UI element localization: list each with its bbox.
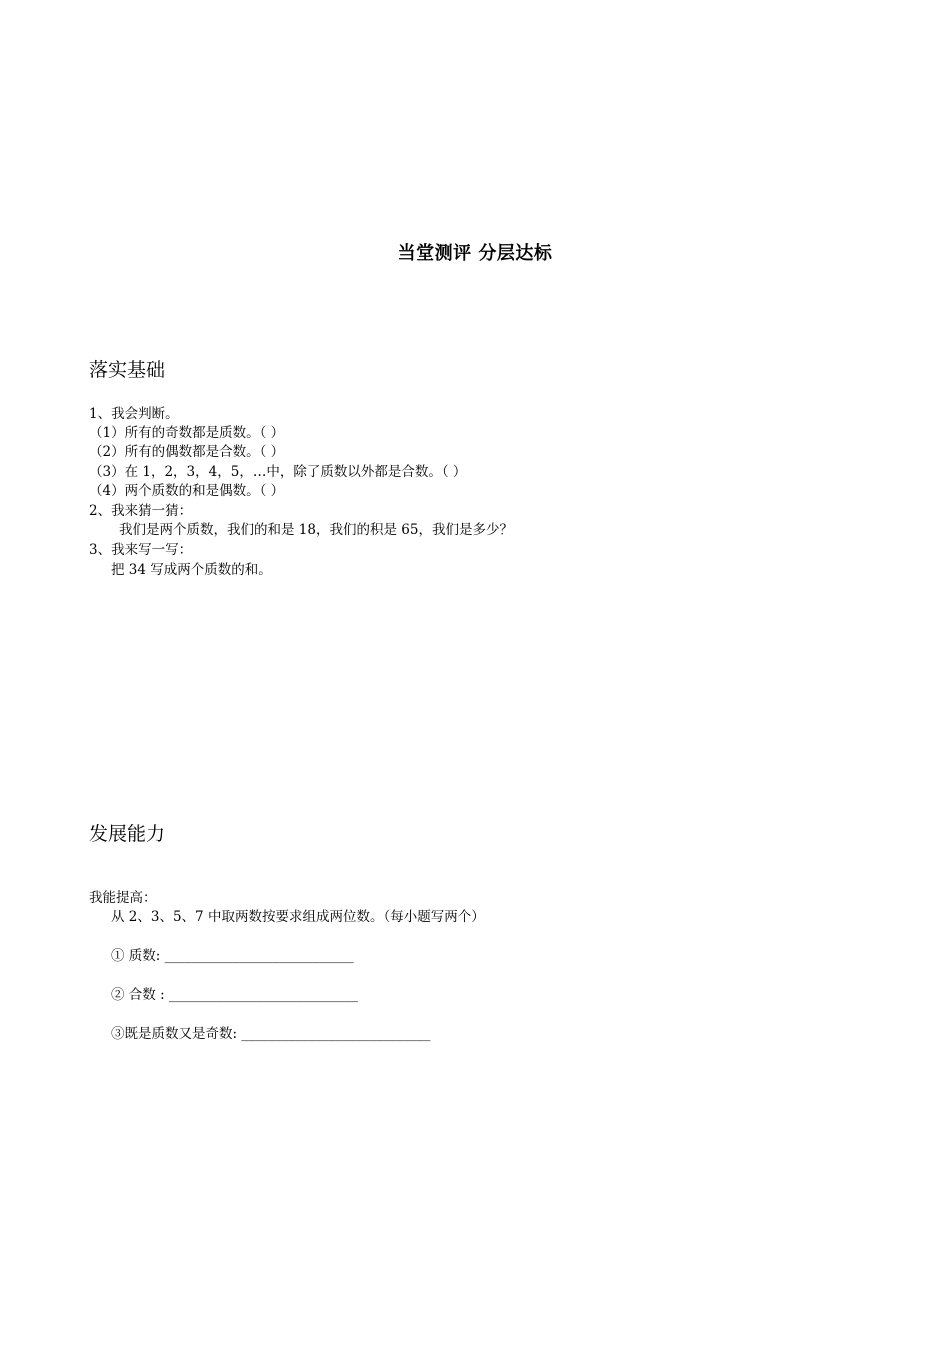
- section-2-intro: 我能提高：: [89, 890, 157, 906]
- question-1-item: （1）所有的奇数都是质数。（ ）: [89, 425, 285, 441]
- section-heading-basics: 落实基础: [89, 359, 166, 381]
- question-3-heading: 3、我来写一写：: [89, 542, 193, 558]
- section-heading-ability: 发展能力: [89, 823, 166, 845]
- question-1-item: （4）两个质数的和是偶数。（ ）: [89, 483, 285, 499]
- question-2-text: 我们是两个质数，我们的和是 18，我们的积是 65，我们是多少？: [119, 522, 513, 538]
- question-1-item: （3）在 1，2，3，4，5，…中，除了质数以外都是合数。（ ）: [89, 464, 467, 480]
- answer-line-composite: ② 合数 : ____________________________: [111, 987, 358, 1003]
- question-3-text: 把 34 写成两个质数的和。: [111, 562, 272, 578]
- question-2-heading: 2、我来猜一猜：: [89, 503, 193, 519]
- question-1-item: （2）所有的偶数都是合数。（ ）: [89, 444, 285, 460]
- page-title: 当堂测评 分层达标: [397, 243, 553, 264]
- section-2-task: 从 2、3、5、7 中取两数按要求组成两位数。（每小题写两个）: [111, 909, 485, 925]
- answer-line-prime-odd: ③既是质数又是奇数: ____________________________: [111, 1026, 431, 1042]
- answer-line-prime: ① 质数: ____________________________: [111, 948, 354, 964]
- question-1-heading: 1、我会判断。: [89, 406, 179, 422]
